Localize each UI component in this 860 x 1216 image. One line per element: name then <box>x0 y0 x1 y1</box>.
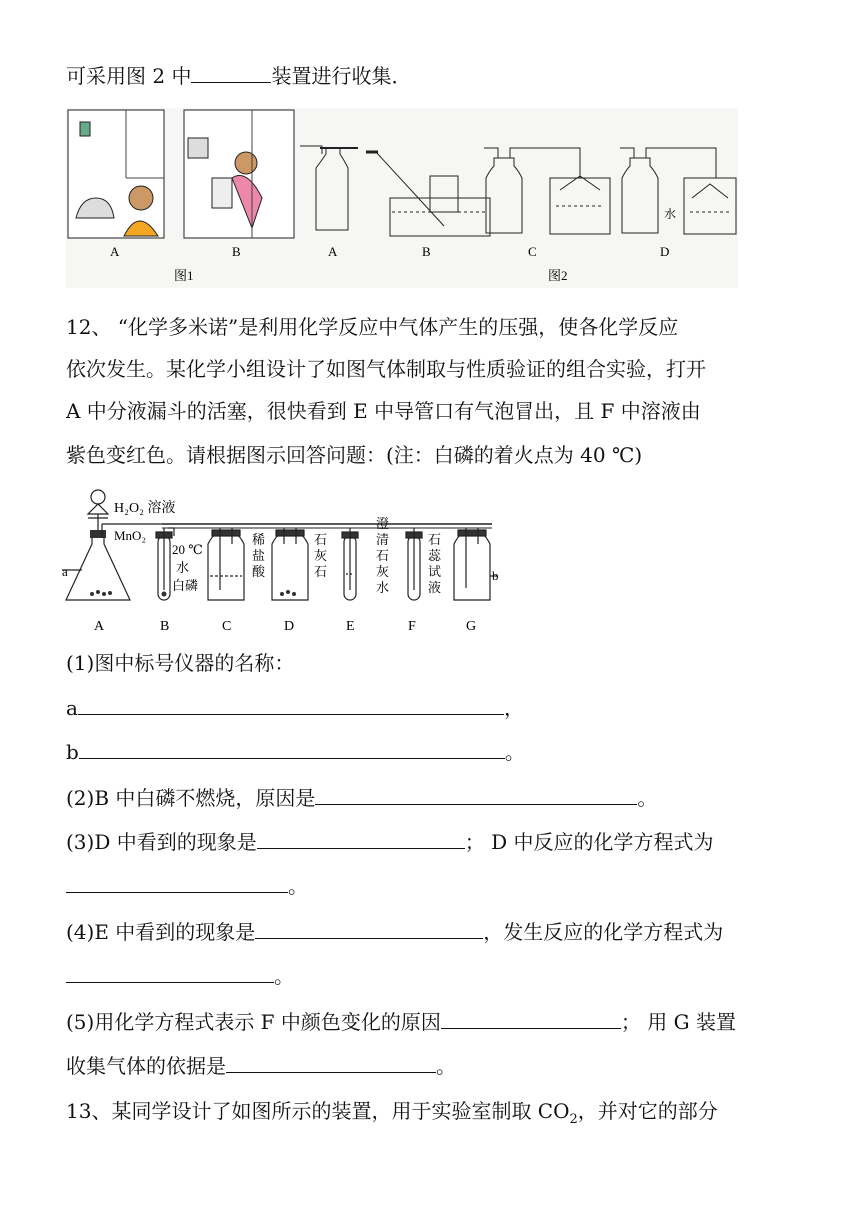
litmus-label <box>428 533 442 596</box>
svg-text:灰: 灰 <box>376 565 390 580</box>
water-label-b: 水 <box>176 561 190 576</box>
label-C: C <box>222 619 232 634</box>
answer-blank-4a[interactable] <box>255 918 483 939</box>
white-phosphorus-label: 白磷 <box>172 579 199 594</box>
fig1-caption: 图1 <box>174 268 194 283</box>
bottle-d <box>272 534 308 600</box>
label-A: A <box>94 619 105 634</box>
answer-blank-3a[interactable] <box>257 828 465 849</box>
answer-blank[interactable] <box>191 62 271 83</box>
fig1-panel-a <box>68 110 164 238</box>
q12-part-1b: b 。 <box>66 740 525 764</box>
stone-label <box>314 533 327 580</box>
q12-part-3-cont: 。 <box>66 872 308 899</box>
svg-text:酸: 酸 <box>252 565 266 580</box>
q12-line-2: 依次发生。某化学小组设计了如图气体制取与性质验证的组合实验，打开 <box>66 357 706 381</box>
answer-blank-a[interactable] <box>78 694 504 715</box>
answer-blank-4b[interactable] <box>66 962 274 983</box>
q12-part-3: (3)D 中看到的现象是 ； D 中反应的化学方程式为 <box>66 830 714 854</box>
svg-text:石: 石 <box>314 533 328 548</box>
q12-part-4: (4)E 中看到的现象是 ，发生反应的化学方程式为 <box>66 920 724 944</box>
temp-label: 20 ℃ <box>172 542 203 557</box>
svg-text:液: 液 <box>428 581 442 596</box>
svg-text:石: 石 <box>376 549 390 564</box>
svg-text:试: 试 <box>428 565 442 580</box>
q12-part-5-cont: 收集气体的依据是 。 <box>66 1054 456 1078</box>
answer-blank-5b[interactable] <box>226 1052 436 1073</box>
svg-text:清: 清 <box>376 533 390 548</box>
q12-part-1a: a ， <box>66 696 524 720</box>
limewater-label <box>376 517 389 596</box>
h2o2-label: H₂O₂ 溶液 <box>114 501 176 516</box>
q13-line-1: 13、某同学设计了如图所示的装置，用于实验室制取 $CO_2$，并对它的部分 <box>66 1099 718 1127</box>
label-b: b <box>492 568 499 583</box>
label-E: E <box>346 619 355 634</box>
label-D: D <box>284 619 295 634</box>
acid-label <box>252 532 266 580</box>
q12-part-2: (2)B 中白磷不燃烧，原因是 。 <box>66 786 658 810</box>
label-F: F <box>408 619 416 634</box>
answer-blank-b[interactable] <box>79 738 505 759</box>
fig2-label-d: D <box>660 244 670 259</box>
fig1-label-a: A <box>110 244 120 259</box>
svg-text:水: 水 <box>376 581 390 596</box>
svg-text:稀: 稀 <box>252 533 266 548</box>
water-label: 水 <box>664 207 677 221</box>
svg-text:蕊: 蕊 <box>428 549 442 564</box>
text-line-1: 可采用图 2 中 装置进行收集． <box>66 64 412 88</box>
fig1-label-b: B <box>232 244 241 259</box>
q12-line-4: 紫色变红色。请根据图示回答问题：(注：白磷的着火点为 40 ℃) <box>66 443 643 467</box>
label-a: a <box>62 564 68 579</box>
q12-part-5: (5)用化学方程式表示 F 中颜色变化的原因 ； 用 G 装置 <box>66 1010 736 1034</box>
label-B: B <box>160 619 170 634</box>
answer-blank-2[interactable] <box>315 784 637 805</box>
bottle-g <box>454 534 490 600</box>
q12-part-1: (1)图中标号仪器的名称： <box>66 651 295 675</box>
q12-line-3: A 中分液漏斗的活塞，很快看到 E 中导管口有气泡冒出，且 F 中溶液由 <box>66 399 701 423</box>
figure-1-2 <box>66 108 738 288</box>
svg-text:盐: 盐 <box>252 549 266 564</box>
fig1-panel-b <box>184 110 294 238</box>
q12-part-4-cont: 。 <box>66 962 294 989</box>
domino-apparatus-figure <box>62 484 502 636</box>
mno2-label: MnO₂ <box>114 528 146 543</box>
fig2-label-a: A <box>328 244 338 259</box>
svg-text:灰: 灰 <box>314 549 328 564</box>
answer-blank-5a[interactable] <box>441 1008 621 1029</box>
fig2-label-c: C <box>528 244 537 259</box>
svg-text:石: 石 <box>314 565 328 580</box>
separatory-funnel <box>91 490 105 504</box>
fig2-caption: 图2 <box>548 268 568 283</box>
svg-text:石: 石 <box>428 533 442 548</box>
svg-text:澄: 澄 <box>376 517 390 532</box>
bottle-c <box>208 534 244 600</box>
fig2-label-b: B <box>422 244 431 259</box>
label-G: G <box>466 619 477 634</box>
q12-line-1: 12、 “化学多米诺”是利用化学反应中气体产生的压强，使各化学反应 <box>66 315 679 339</box>
answer-blank-3b[interactable] <box>66 872 288 893</box>
